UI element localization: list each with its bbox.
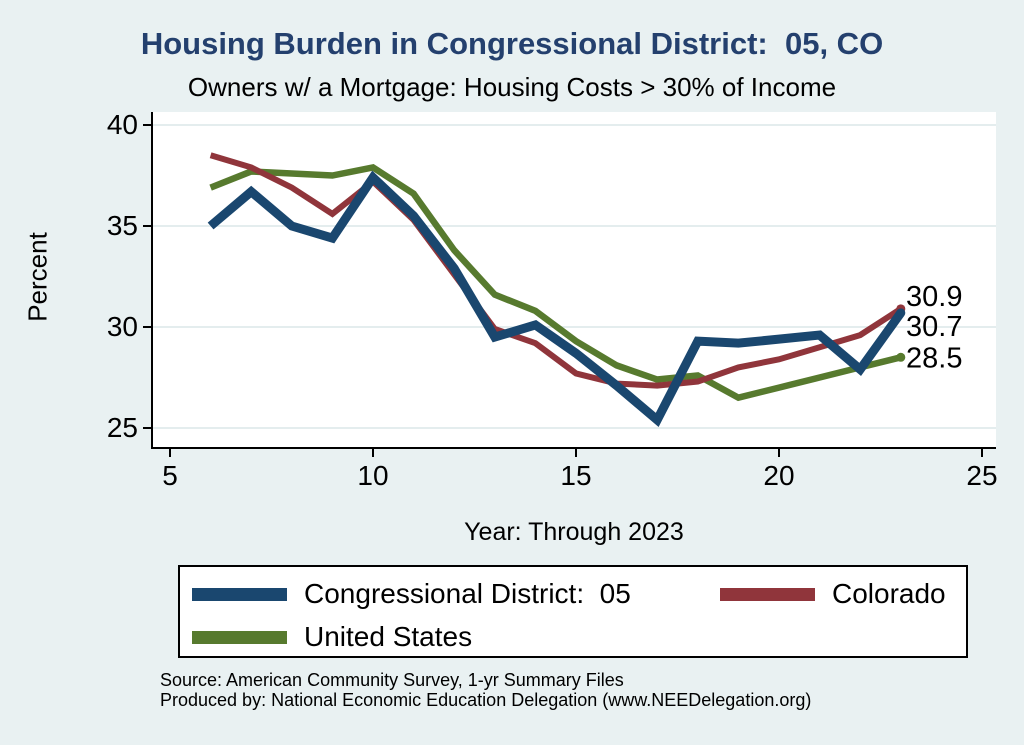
legend-label-district: Congressional District: 05 xyxy=(304,578,631,609)
y-tick-label: 30 xyxy=(106,311,138,342)
y-axis-title: Percent xyxy=(22,232,53,322)
plot-area xyxy=(152,112,996,448)
chart-title: Housing Burden in Congressional District: 05, CO xyxy=(140,26,884,61)
legend-swatch-district xyxy=(192,588,287,601)
x-tick-label: 10 xyxy=(357,460,389,491)
series-end-marker-0 xyxy=(896,308,905,317)
legend-item-colorado xyxy=(720,577,946,611)
legend xyxy=(178,565,968,658)
series-end-marker-2 xyxy=(896,353,905,362)
y-tick-label: 35 xyxy=(106,210,138,241)
y-tick-label: 25 xyxy=(106,412,138,443)
x-axis-title: Year: Through 2023 xyxy=(464,518,684,546)
source-note xyxy=(160,670,811,710)
x-tick-label: 20 xyxy=(763,460,795,491)
chart-subtitle: Owners w/ a Mortgage: Housing Costs > 30% of Income xyxy=(187,72,837,102)
legend-item-district xyxy=(192,577,631,611)
produced-by-line: Produced by: National Economic Education Delegation (www.NEEDelegation.org) xyxy=(160,690,812,710)
x-tick-label: 25 xyxy=(966,460,998,491)
x-tick-label: 5 xyxy=(162,460,178,491)
end-value-label: 28.5 xyxy=(906,342,963,375)
legend-swatch-colorado xyxy=(720,588,815,601)
y-tick-label: 40 xyxy=(106,109,138,140)
legend-item-united-states xyxy=(192,620,472,654)
source-line: Source: American Community Survey, 1-yr Summary Files xyxy=(160,670,624,690)
x-tick-label: 15 xyxy=(560,460,592,491)
end-value-label: 30.9 xyxy=(906,280,963,313)
legend-swatch-united-states xyxy=(192,631,287,644)
end-value-label: 30.7 xyxy=(906,310,963,343)
legend-label-united-states: United States xyxy=(304,621,473,652)
legend-label-colorado: Colorado xyxy=(832,578,946,609)
